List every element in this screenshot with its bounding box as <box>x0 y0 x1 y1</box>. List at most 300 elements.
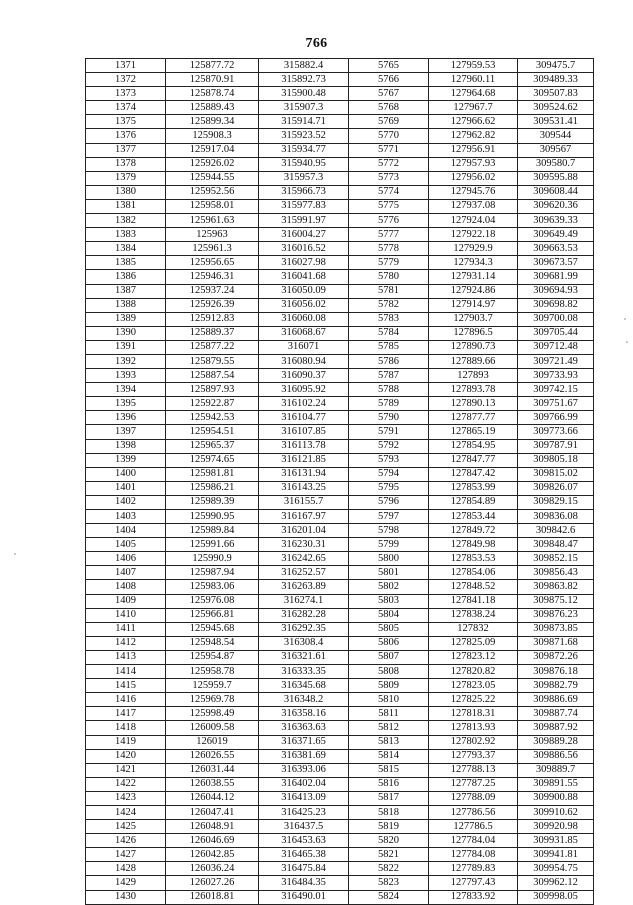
table-cell: 316413.09 <box>259 791 349 805</box>
table-cell: 309848.47 <box>518 538 594 552</box>
table-cell: 1409 <box>86 594 166 608</box>
table-row <box>86 143 594 157</box>
table-cell: 125948.54 <box>166 636 259 650</box>
table-cell: 309887.92 <box>518 721 594 735</box>
table-cell: 316155.7 <box>259 495 349 509</box>
table-cell: 316321.61 <box>259 650 349 664</box>
table-cell: 125966.81 <box>166 608 259 622</box>
table-cell: 127789.83 <box>429 862 518 876</box>
table-row <box>86 552 594 566</box>
table-cell: 125946.31 <box>166 270 259 284</box>
table-cell: 1379 <box>86 171 166 185</box>
table-cell: 309886.56 <box>518 749 594 763</box>
table-cell: 316308.4 <box>259 636 349 650</box>
table-cell: 5800 <box>349 552 429 566</box>
table-cell: 5789 <box>349 397 429 411</box>
table-cell: 125989.84 <box>166 524 259 538</box>
table-cell: 309889.7 <box>518 763 594 777</box>
table-cell: 309863.82 <box>518 580 594 594</box>
table-cell: 1401 <box>86 481 166 495</box>
table-row <box>86 538 594 552</box>
table-cell: 127893.78 <box>429 383 518 397</box>
table-row <box>86 495 594 509</box>
table-cell: 315914.71 <box>259 115 349 129</box>
table-cell: 125983.06 <box>166 580 259 594</box>
table-cell: 316465.38 <box>259 848 349 862</box>
table-cell: 1417 <box>86 707 166 721</box>
table-cell: 309489.33 <box>518 73 594 87</box>
table-cell: 5799 <box>349 538 429 552</box>
table-cell: 315991.97 <box>259 214 349 228</box>
table-row <box>86 425 594 439</box>
table-cell: 127854.95 <box>429 439 518 453</box>
table-cell: 127787.25 <box>429 777 518 791</box>
table-cell: 309639.33 <box>518 214 594 228</box>
table-cell: 5774 <box>349 185 429 199</box>
table-cell: 1393 <box>86 369 166 383</box>
table-row <box>86 326 594 340</box>
table-cell: 126031.44 <box>166 763 259 777</box>
table-cell: 1430 <box>86 890 166 904</box>
table-cell: 5820 <box>349 834 429 848</box>
table-cell: 309544 <box>518 129 594 143</box>
table-cell: 316230.31 <box>259 538 349 552</box>
table-cell: 5766 <box>349 73 429 87</box>
table-cell: 316107.85 <box>259 425 349 439</box>
table-cell: 5796 <box>349 495 429 509</box>
table-row <box>86 397 594 411</box>
table-cell: 127802.92 <box>429 735 518 749</box>
table-cell: 309507.83 <box>518 87 594 101</box>
table-cell: 126027.26 <box>166 876 259 890</box>
table-cell: 1391 <box>86 340 166 354</box>
table-row <box>86 73 594 87</box>
table-cell: 309920.98 <box>518 820 594 834</box>
table-row <box>86 354 594 368</box>
table-cell: 127934.3 <box>429 256 518 270</box>
table-row <box>86 622 594 636</box>
table-cell: 1423 <box>86 791 166 805</box>
table-cell: 309887.74 <box>518 707 594 721</box>
table-cell: 309842.6 <box>518 524 594 538</box>
table-cell: 5781 <box>349 284 429 298</box>
table-row <box>86 411 594 425</box>
table-row <box>86 791 594 805</box>
table-cell: 127914.97 <box>429 298 518 312</box>
table-cell: 316348.2 <box>259 693 349 707</box>
table-cell: 309787.91 <box>518 439 594 453</box>
table-cell: 309856.43 <box>518 566 594 580</box>
table-cell: 127823.05 <box>429 679 518 693</box>
table-cell: 127786.5 <box>429 820 518 834</box>
table-cell: 127797.43 <box>429 876 518 890</box>
table-row <box>86 820 594 834</box>
table-cell: 5767 <box>349 87 429 101</box>
table-cell: 309673.57 <box>518 256 594 270</box>
table-cell: 125974.65 <box>166 453 259 467</box>
table-cell: 309871.68 <box>518 636 594 650</box>
table-cell: 316381.69 <box>259 749 349 763</box>
table-cell: 125954.87 <box>166 650 259 664</box>
table-row <box>86 805 594 819</box>
table-cell: 1381 <box>86 199 166 213</box>
table-cell: 309733.93 <box>518 369 594 383</box>
table-row <box>86 87 594 101</box>
table-cell: 316345.68 <box>259 679 349 693</box>
table-cell: 125899.34 <box>166 115 259 129</box>
table-cell: 309608.44 <box>518 185 594 199</box>
table-cell: 125990.95 <box>166 510 259 524</box>
table-cell: 309531.41 <box>518 115 594 129</box>
table-cell: 5807 <box>349 650 429 664</box>
table-row <box>86 580 594 594</box>
table-cell: 125945.68 <box>166 622 259 636</box>
table-cell: 5813 <box>349 735 429 749</box>
table-cell: 316060.08 <box>259 312 349 326</box>
table-cell: 126036.24 <box>166 862 259 876</box>
table-cell: 5822 <box>349 862 429 876</box>
table-cell: 127964.68 <box>429 87 518 101</box>
table-row <box>86 439 594 453</box>
table-row <box>86 890 594 904</box>
table-cell: 309829.15 <box>518 495 594 509</box>
table-cell: 309852.15 <box>518 552 594 566</box>
table-cell: 1403 <box>86 510 166 524</box>
table-cell: 127922.18 <box>429 228 518 242</box>
table-cell: 127956.91 <box>429 143 518 157</box>
table-cell: 5794 <box>349 467 429 481</box>
table-cell: 316242.65 <box>259 552 349 566</box>
table-row <box>86 383 594 397</box>
table-cell: 5775 <box>349 199 429 213</box>
table-cell: 127786.56 <box>429 805 518 819</box>
table-cell: 309751.67 <box>518 397 594 411</box>
table-cell: 309620.36 <box>518 199 594 213</box>
table-cell: 5819 <box>349 820 429 834</box>
table-cell: 1421 <box>86 763 166 777</box>
table-cell: 309649.49 <box>518 228 594 242</box>
table-cell: 127896.5 <box>429 326 518 340</box>
table-cell: 127784.04 <box>429 834 518 848</box>
table-cell: 125922.87 <box>166 397 259 411</box>
table-cell: 316090.37 <box>259 369 349 383</box>
table-cell: 5823 <box>349 876 429 890</box>
table-cell: 127788.09 <box>429 791 518 805</box>
table-cell: 309998.05 <box>518 890 594 904</box>
table-cell: 127849.72 <box>429 524 518 538</box>
table-cell: 316102.24 <box>259 397 349 411</box>
table-cell: 5784 <box>349 326 429 340</box>
table-cell: 316004.27 <box>259 228 349 242</box>
table-cell: 1422 <box>86 777 166 791</box>
table-cell: 1373 <box>86 87 166 101</box>
table-cell: 127967.7 <box>429 101 518 115</box>
table-cell: 1429 <box>86 876 166 890</box>
page-number: 766 <box>305 36 328 51</box>
table-cell: 125986.21 <box>166 481 259 495</box>
table-cell: 316358.16 <box>259 707 349 721</box>
table-cell: 309694.93 <box>518 284 594 298</box>
table-cell: 1408 <box>86 580 166 594</box>
table-cell: 5805 <box>349 622 429 636</box>
table-cell: 309882.79 <box>518 679 594 693</box>
table-cell: 1394 <box>86 383 166 397</box>
table-cell: 5788 <box>349 383 429 397</box>
table-cell: 5824 <box>349 890 429 904</box>
table-cell: 1402 <box>86 495 166 509</box>
table-cell: 5773 <box>349 171 429 185</box>
table-row <box>86 707 594 721</box>
table-cell: 309595.88 <box>518 171 594 185</box>
table-cell: 1415 <box>86 679 166 693</box>
table-row <box>86 636 594 650</box>
table-cell: 125887.54 <box>166 369 259 383</box>
table-cell: 5816 <box>349 777 429 791</box>
table-cell: 127877.77 <box>429 411 518 425</box>
table-cell: 309941.81 <box>518 848 594 862</box>
table-cell: 5771 <box>349 143 429 157</box>
table-cell: 315923.52 <box>259 129 349 143</box>
table-cell: 5785 <box>349 340 429 354</box>
table-row <box>86 214 594 228</box>
table-row <box>86 453 594 467</box>
table-cell: 127854.06 <box>429 566 518 580</box>
table-cell: 316437.5 <box>259 820 349 834</box>
table-cell: 125942.53 <box>166 411 259 425</box>
table-cell: 125952.56 <box>166 185 259 199</box>
table-cell: 127841.18 <box>429 594 518 608</box>
table-cell: 315900.48 <box>259 87 349 101</box>
table-cell: 309931.85 <box>518 834 594 848</box>
table-row <box>86 129 594 143</box>
table-cell: 1419 <box>86 735 166 749</box>
table-cell: 1411 <box>86 622 166 636</box>
table-cell: 126048.91 <box>166 820 259 834</box>
table-cell: 1414 <box>86 665 166 679</box>
table-cell: 316425.23 <box>259 805 349 819</box>
table-row <box>86 115 594 129</box>
table-row <box>86 862 594 876</box>
table-row <box>86 467 594 481</box>
table-cell: 1404 <box>86 524 166 538</box>
table-cell: 309567 <box>518 143 594 157</box>
table-cell: 309889.28 <box>518 735 594 749</box>
table-cell: 125961.63 <box>166 214 259 228</box>
table-cell: 127847.77 <box>429 453 518 467</box>
table-cell: 1407 <box>86 566 166 580</box>
table-cell: 316095.92 <box>259 383 349 397</box>
table-row <box>86 749 594 763</box>
table-cell: 309700.08 <box>518 312 594 326</box>
table-cell: 5776 <box>349 214 429 228</box>
table-cell: 309815.02 <box>518 467 594 481</box>
table-cell: 125889.43 <box>166 101 259 115</box>
table-cell: 125989.39 <box>166 495 259 509</box>
table-cell: 316292.35 <box>259 622 349 636</box>
table-cell: 127784.08 <box>429 848 518 862</box>
table-row <box>86 369 594 383</box>
table-cell: 316167.97 <box>259 510 349 524</box>
table-cell: 1380 <box>86 185 166 199</box>
table-cell: 127833.92 <box>429 890 518 904</box>
table-cell: 125897.93 <box>166 383 259 397</box>
table-cell: 125969.78 <box>166 693 259 707</box>
table-cell: 5780 <box>349 270 429 284</box>
scan-speck <box>626 341 628 343</box>
table-cell: 309766.99 <box>518 411 594 425</box>
table-cell: 316475.84 <box>259 862 349 876</box>
table-cell: 127890.73 <box>429 340 518 354</box>
table-cell: 316143.25 <box>259 481 349 495</box>
table-cell: 309681.99 <box>518 270 594 284</box>
table-row <box>86 510 594 524</box>
table-cell: 309524.62 <box>518 101 594 115</box>
table-cell: 5772 <box>349 157 429 171</box>
table-cell: 126018.81 <box>166 890 259 904</box>
table-row <box>86 650 594 664</box>
table-cell: 1412 <box>86 636 166 650</box>
table-cell: 316453.63 <box>259 834 349 848</box>
table-cell: 125926.02 <box>166 157 259 171</box>
table-row <box>86 298 594 312</box>
table-cell: 5798 <box>349 524 429 538</box>
table-cell: 126042.85 <box>166 848 259 862</box>
table-cell: 5765 <box>349 59 429 73</box>
table-cell: 1426 <box>86 834 166 848</box>
table-cell: 1384 <box>86 242 166 256</box>
table-cell: 125877.72 <box>166 59 259 73</box>
table-row <box>86 693 594 707</box>
table-cell: 125877.22 <box>166 340 259 354</box>
table-cell: 5814 <box>349 749 429 763</box>
table-cell: 309872.26 <box>518 650 594 664</box>
coordinates-table <box>85 58 594 905</box>
table-row <box>86 340 594 354</box>
table-cell: 316121.85 <box>259 453 349 467</box>
table-cell: 1372 <box>86 73 166 87</box>
table-row <box>86 284 594 298</box>
coordinates-table-body <box>86 59 594 905</box>
table-cell: 125926.39 <box>166 298 259 312</box>
table-cell: 1383 <box>86 228 166 242</box>
table-cell: 127890.13 <box>429 397 518 411</box>
table-cell: 1385 <box>86 256 166 270</box>
table-cell: 1398 <box>86 439 166 453</box>
table-row <box>86 594 594 608</box>
table-cell: 126044.12 <box>166 791 259 805</box>
table-row <box>86 834 594 848</box>
table-cell: 315957.3 <box>259 171 349 185</box>
table-cell: 127832 <box>429 622 518 636</box>
table-cell: 126009.58 <box>166 721 259 735</box>
table-row <box>86 721 594 735</box>
table-cell: 316333.35 <box>259 665 349 679</box>
table-cell: 316027.98 <box>259 256 349 270</box>
table-cell: 127853.99 <box>429 481 518 495</box>
table-cell: 125879.55 <box>166 354 259 368</box>
table-cell: 315966.73 <box>259 185 349 199</box>
table-row <box>86 171 594 185</box>
table-cell: 1413 <box>86 650 166 664</box>
table-cell: 127924.04 <box>429 214 518 228</box>
table-cell: 309698.82 <box>518 298 594 312</box>
table-cell: 1405 <box>86 538 166 552</box>
table-cell: 316490.01 <box>259 890 349 904</box>
table-cell: 316274.1 <box>259 594 349 608</box>
table-row <box>86 270 594 284</box>
table-cell: 315882.4 <box>259 59 349 73</box>
table-cell: 127838.24 <box>429 608 518 622</box>
table-cell: 5769 <box>349 115 429 129</box>
table-cell: 5815 <box>349 763 429 777</box>
table-cell: 316050.09 <box>259 284 349 298</box>
table-cell: 125961.3 <box>166 242 259 256</box>
table-cell: 125917.04 <box>166 143 259 157</box>
table-cell: 309663.53 <box>518 242 594 256</box>
table-cell: 1427 <box>86 848 166 862</box>
table-cell: 1388 <box>86 298 166 312</box>
table-cell: 1386 <box>86 270 166 284</box>
table-cell: 315940.95 <box>259 157 349 171</box>
table-cell: 1376 <box>86 129 166 143</box>
table-cell: 5808 <box>349 665 429 679</box>
table-cell: 1424 <box>86 805 166 819</box>
table-cell: 309954.75 <box>518 862 594 876</box>
table-cell: 127931.14 <box>429 270 518 284</box>
table-cell: 5811 <box>349 707 429 721</box>
table-cell: 126047.41 <box>166 805 259 819</box>
table-cell: 125908.3 <box>166 129 259 143</box>
table-cell: 127847.42 <box>429 467 518 481</box>
table-cell: 5790 <box>349 411 429 425</box>
table-cell: 126019 <box>166 735 259 749</box>
table-cell: 309876.23 <box>518 608 594 622</box>
table-cell: 127825.22 <box>429 693 518 707</box>
scan-speck <box>14 553 16 555</box>
table-cell: 127889.66 <box>429 354 518 368</box>
scan-speck <box>624 318 626 320</box>
table-cell: 126038.55 <box>166 777 259 791</box>
table-cell: 309886.69 <box>518 693 594 707</box>
table-cell: 316201.04 <box>259 524 349 538</box>
table-row <box>86 763 594 777</box>
table-cell: 127929.9 <box>429 242 518 256</box>
table-row <box>86 566 594 580</box>
table-cell: 316484.35 <box>259 876 349 890</box>
table-cell: 127960.11 <box>429 73 518 87</box>
table-cell: 1418 <box>86 721 166 735</box>
table-cell: 309742.15 <box>518 383 594 397</box>
table-cell: 1387 <box>86 284 166 298</box>
table-cell: 127854.89 <box>429 495 518 509</box>
table-cell: 1396 <box>86 411 166 425</box>
table-row <box>86 185 594 199</box>
table-cell: 127966.62 <box>429 115 518 129</box>
table-cell: 315907.3 <box>259 101 349 115</box>
table-cell: 5782 <box>349 298 429 312</box>
table-cell: 127853.53 <box>429 552 518 566</box>
table-cell: 126046.69 <box>166 834 259 848</box>
table-cell: 125944.55 <box>166 171 259 185</box>
table-cell: 127788.13 <box>429 763 518 777</box>
table-cell: 316371.65 <box>259 735 349 749</box>
table-row <box>86 679 594 693</box>
table-cell: 316363.63 <box>259 721 349 735</box>
table-cell: 5804 <box>349 608 429 622</box>
table-cell: 125987.94 <box>166 566 259 580</box>
table-cell: 1406 <box>86 552 166 566</box>
table-cell: 5818 <box>349 805 429 819</box>
